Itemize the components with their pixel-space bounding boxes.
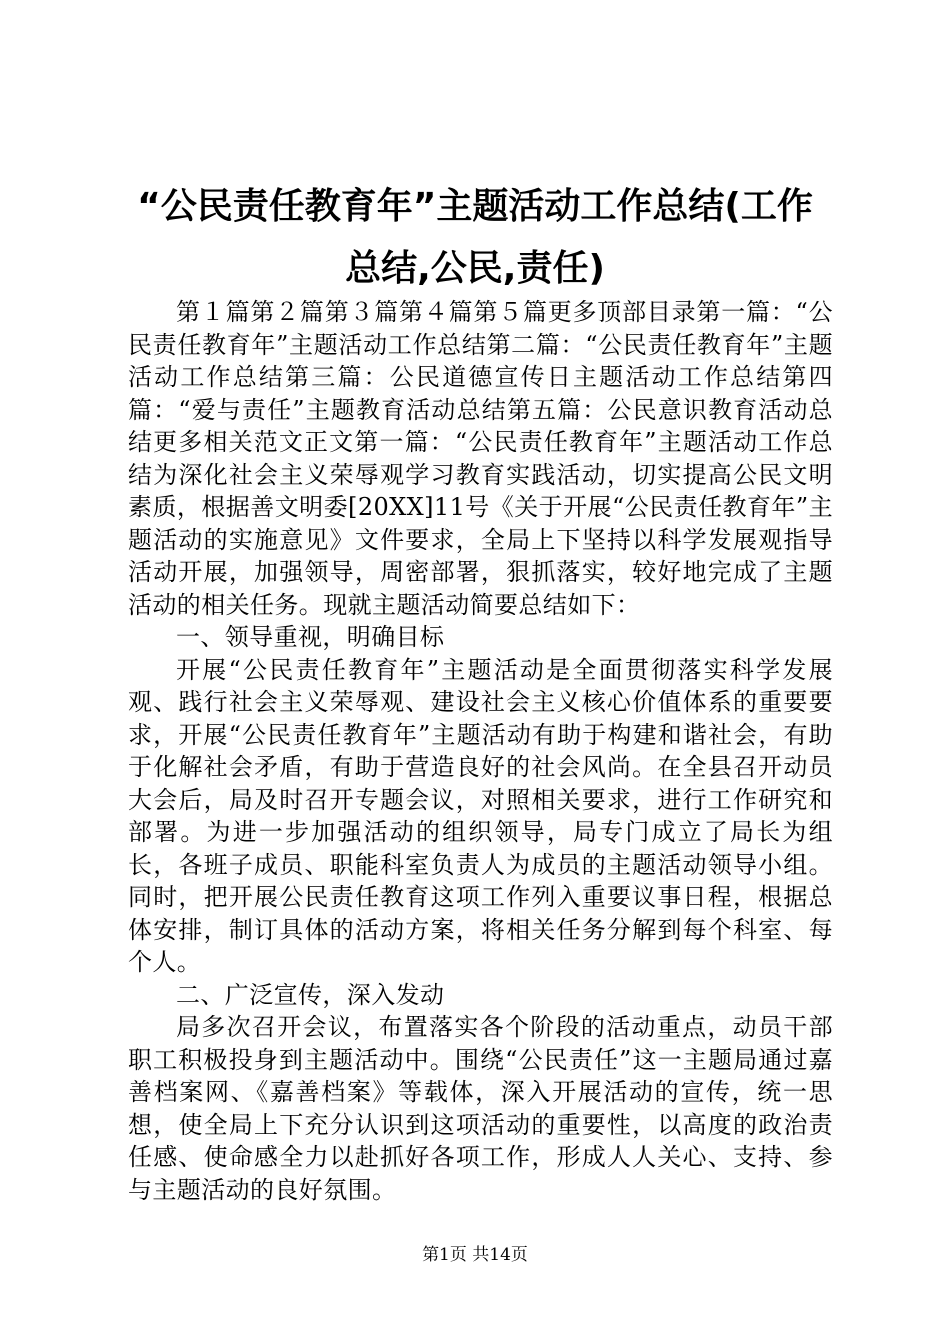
section-1-paragraph: 开展“公民责任教育年”主题活动是全面贯彻落实科学发展观、践行社会主义荣辱观、建设社会主义核心价值体系的重要要求，开展“公民责任教育年”主题活动有助于构建和谐社会，有助于化解社会矛盾，有助于营造良好的社会风尚。在全县召开动员大会后，局及时召开专题会议，对照相关要求，进行工作研究和部署。为进一步加强活动的组织领导，局专门成立了局长为组长，各班子成员、职能科室负责人为成员的主题活动领导小组。同时，把开展公民责任教育这项工作列入重要议事日程，根据总体安排，制订具体的活动方案，将相关任务分解到每个科室、每个人。 [128, 655, 833, 976]
title-line-2: 总结,公民,责任) [345, 248, 605, 289]
section-heading-1: 一、领导重视，明确目标 [176, 623, 445, 651]
section-2-paragraph: 局多次召开会议，布置落实各个阶段的活动重点，动员干部职工积极投身到主题活动中。围绕“公民责任”这一主题局通过嘉善档案网、《嘉善档案》等载体，深入开展活动的宣传，统一思想，使全局上下充分认识到这项活动的重要性，以高度的政治责任感、使命感全力以赴抓好各项工作，形成人人关心、支持、参与主题活动的良好氛围。 [128, 1013, 833, 1204]
document-title [110, 176, 840, 300]
document-body [128, 296, 833, 1206]
page-footer: 第1页 共14页 [422, 1245, 528, 1265]
section-heading-2: 二、广泛宣传，深入发动 [176, 980, 445, 1009]
title-line-1: “公民责任教育年”主题活动工作总结(工作 [137, 186, 813, 227]
intro-paragraph: 第１篇第２篇第３篇第４篇第５篇更多顶部目录第一篇：“公民责任教育年”主题活动工作总结第二篇：“公民责任教育年”主题活动工作总结第三篇：公民道德宣传日主题活动工作总结第四篇：“爱与责任”主题教育活动总结第五篇：公民意识教育活动总结更多相关范文正文第一篇：“公民责任教育年”主题活动工作总结为深化社会主义荣辱观学习教育实践活动，切实提高公民文明素质，根据善文明委[20XX]11号《关于开展“公民责任教育年”主题活动的实施意见》文件要求，全局上下坚持以科学发展观指导活动开展，加强领导，周密部署，狠抓落实，较好地完成了主题活动的相关任务。现就主题活动简要总结如下： [128, 298, 833, 619]
